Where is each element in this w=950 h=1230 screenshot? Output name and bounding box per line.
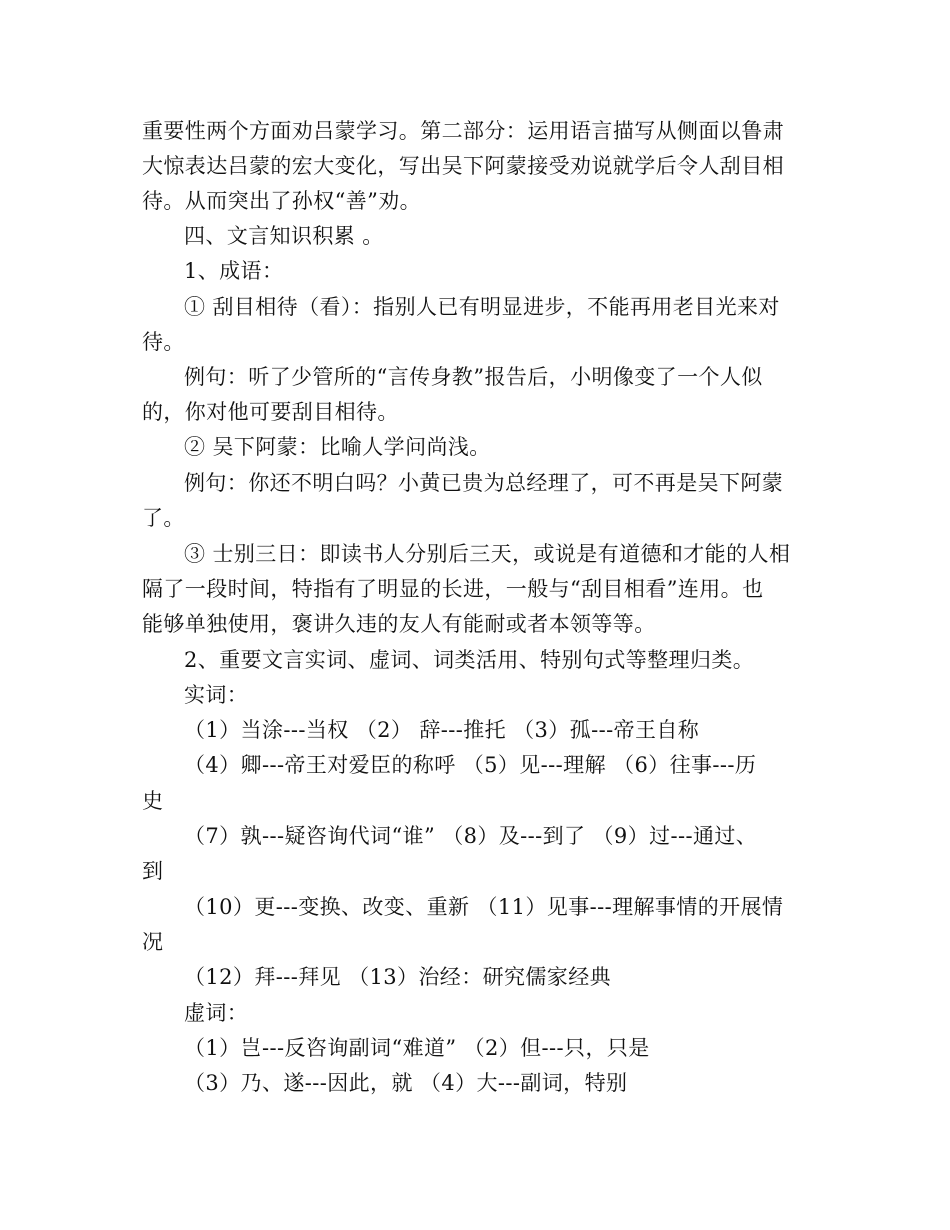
content-words-row-1: （1）当涂---当权 （2） 辞---推托 （3）孤---帝王自称 — [184, 718, 700, 742]
text-line-3: 待。从而突出了孙权“善”劝。 — [142, 189, 422, 213]
text-line-7: 待。 — [142, 330, 185, 354]
function-words-row-1: （1）岂---反咨询副词“难道” （2）但---只，只是 — [184, 1036, 650, 1060]
idiom-2-example: 例句：你还不明白吗？小黄已贵为总经理了，可不再是吴下阿蒙 — [184, 471, 784, 495]
text-line-9: 的，你对他可要刮目相待。 — [142, 400, 399, 424]
idiom-3-definition: ③ 士别三日：即读书人分别后三天，或说是有道德和才能的人相 — [184, 542, 791, 566]
content-words-row-3: （7）孰---疑咨询代词“谁” （8）及---到了 （9）过---通过、 — [184, 824, 758, 848]
text-line-24: 况 — [142, 930, 164, 954]
content-words-heading: 实词： — [184, 683, 249, 707]
subsection-heading: 1、成语： — [184, 259, 284, 283]
text-line-14: 隔了一段时间，特指有了明显的长进，一般与“刮目相看”连用。也 — [142, 577, 764, 601]
text-line-15: 能够单独使用，褒讲久违的友人有能耐或者本领等等。 — [142, 612, 656, 636]
function-words-heading: 虚词： — [184, 1001, 249, 1025]
text-line-12: 了。 — [142, 506, 185, 530]
section-heading: 四、文言知识积累 。 — [184, 224, 384, 248]
idiom-1-definition: ① 刮目相待（看）：指别人已有明显进步，不能再用老目光来对 — [184, 295, 780, 319]
content-words-row-2: （4）卿---帝王对爱臣的称呼 （5）见---理解 （6）往事---历 — [184, 753, 757, 777]
content-words-row-4: （10）更---变换、改变、重新 （11）见事---理解事情的开展情 — [184, 895, 784, 919]
subsection-heading-2: 2、重要文言实词、虚词、词类活用、特别句式等整理归类。 — [184, 648, 755, 672]
idiom-2-definition: ② 吴下阿蒙：比喻人学问尚浅。 — [184, 435, 491, 459]
text-line-1: 重要性两个方面劝吕蒙学习。第二部分：运用语言描写从侧面以鲁肃 — [142, 119, 784, 143]
text-line-20: 史 — [142, 789, 164, 813]
idiom-1-example: 例句：听了少管所的“言传身教”报告后，小明像变了一个人似 — [184, 365, 763, 389]
function-words-row-2: （3）乃、遂---因此，就 （4）大---副词，特别 — [184, 1071, 628, 1095]
text-line-2: 大惊表达吕蒙的宏大变化，写出吴下阿蒙接受劝说就学后令人刮目相 — [142, 154, 784, 178]
content-words-row-5: （12）拜---拜见 （13）治经：研究儒家经典 — [184, 965, 612, 989]
text-line-22: 到 — [142, 859, 164, 883]
